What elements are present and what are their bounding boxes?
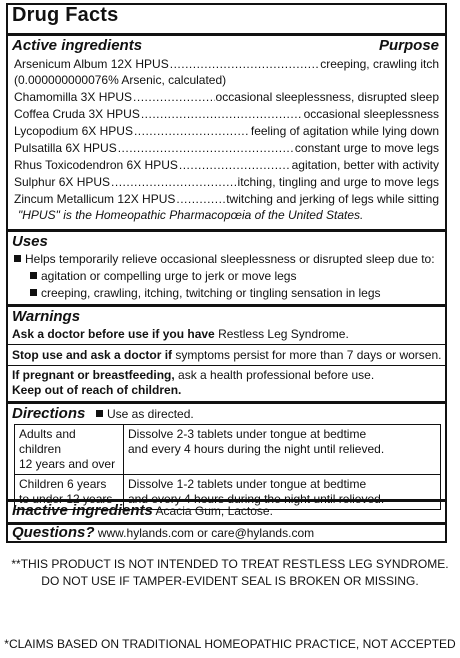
ingredient-purpose: feeling of agitation while lying down: [250, 124, 439, 138]
title-divider: [8, 33, 445, 36]
leader-dots: [134, 124, 250, 139]
ingredient-row: [14, 90, 439, 105]
questions-header: Questions?: [12, 524, 95, 541]
ingredient-purpose: constant urge to move legs: [294, 141, 439, 155]
ingredient-row: [14, 57, 439, 72]
seal-warning-line: DO NOT USE IF TAMPER-EVIDENT SEAL IS BROKEN OR MISSING.: [41, 574, 419, 588]
bullet-square-icon: [96, 410, 103, 417]
leader-dots: [176, 192, 225, 207]
directions-who-line: 12 years and over: [19, 457, 116, 471]
uses-main-text: Helps temporarily relieve occasional sleeplessness or disrupted sleep due to:: [25, 252, 435, 266]
bullet-square-icon: [30, 272, 37, 279]
ingredient-row: [14, 141, 439, 156]
ingredient-purpose: itching, tingling and urge to move legs: [237, 175, 439, 189]
ingredient-name: Coffea Cruda 3X HPUS: [14, 107, 140, 121]
uses-item-text: agitation or compelling urge to jerk or move legs: [41, 269, 297, 283]
directions-dose-line: Dissolve 2-3 tablets under tongue at bedtime: [128, 427, 367, 441]
warning-ask-text: Restless Leg Syndrome.: [214, 327, 349, 341]
ingredient-row: [14, 107, 439, 122]
directions-header: Directions: [12, 405, 86, 422]
ingredient-purpose: occasional sleeplessness, disrupted sleep: [215, 90, 439, 104]
uses-item: [30, 269, 296, 284]
directions-row: [15, 425, 441, 475]
ingredient-row: [14, 175, 439, 190]
warning-ask-doctor: [12, 327, 349, 342]
active-ingredients-header: Active ingredients: [12, 37, 143, 54]
ingredient-name: Zincum Metallicum 12X HPUS: [14, 192, 176, 206]
leader-dots: [111, 175, 236, 190]
uses-item-text: creeping, crawling, itching, twitching or tingling sensation in legs: [41, 286, 381, 300]
uses-header: Uses: [12, 233, 48, 250]
uses-main: [14, 252, 435, 267]
warning-stop-text: symptoms persist for more than 7 days or worsen.: [172, 348, 442, 362]
ingredient-purpose: occasional sleeplessness: [303, 107, 439, 121]
warning-divider: [8, 344, 445, 345]
ingredient-name: Rhus Toxicodendron 6X HPUS: [14, 158, 178, 172]
ingredient-name: Chamomilla 3X HPUS: [14, 90, 133, 104]
warning-stop-label: Stop use and ask a doctor if: [12, 348, 173, 362]
directions-intro: [96, 407, 194, 422]
ingredient-name: Arsenicum Album 12X HPUS: [14, 57, 169, 71]
bullet-square-icon: [30, 289, 37, 296]
ingredient-row: [14, 158, 439, 173]
inactive-header: Inactive ingredients: [12, 502, 153, 519]
directions-table: [14, 424, 441, 510]
drug-facts-title: Drug Facts: [12, 4, 119, 26]
ingredient-purpose: creeping, crawling itch: [320, 57, 439, 71]
leader-dots: [133, 90, 214, 105]
ingredient-purpose: agitation, better with activity: [291, 158, 439, 172]
warnings-divider: [8, 401, 445, 404]
directions-dose-line: and every 4 hours during the night until relieved.: [128, 442, 385, 456]
directions-intro-text: Use as directed.: [107, 407, 194, 421]
directions-who: [15, 425, 124, 475]
warning-pregnant-text: ask a health professional before use.: [174, 368, 375, 382]
warning-keep-out-of-reach: Keep out of reach of children.: [12, 383, 182, 397]
uses-divider: [8, 304, 445, 307]
questions-text: www.hylands.com or care@hylands.com: [94, 526, 315, 540]
questions: [12, 525, 314, 541]
directions-dose-line: Dissolve 1-2 tablets under tongue at bedtime: [128, 477, 367, 491]
warnings-header: Warnings: [12, 308, 81, 325]
claims-line: *CLAIMS BASED ON TRADITIONAL HOMEOPATHIC PRACTICE, NOT ACCEPTED: [4, 637, 456, 651]
purpose-header: Purpose: [378, 37, 439, 54]
warning-stop-use: [12, 348, 441, 363]
directions-who-line: Children 6 years: [19, 477, 107, 491]
ingredient-purpose: twitching and jerking of legs while sitting: [226, 192, 439, 206]
hpus-note: "HPUS" is the Homeopathic Pharmacopœia of the United States.: [18, 208, 364, 222]
directions-who-line: Adults and children: [19, 427, 76, 456]
warning-pregnant: [12, 368, 374, 383]
warning-pregnant-label: If pregnant or breastfeeding,: [12, 368, 175, 382]
uses-item: [30, 286, 381, 301]
ingredient-name: Pulsatilla 6X HPUS: [14, 141, 117, 155]
bullet-square-icon: [14, 255, 21, 262]
ingredient-row: [14, 192, 439, 207]
ingredient-name: Lycopodium 6X HPUS: [14, 124, 133, 138]
leader-dots: [141, 107, 303, 122]
leader-dots: [170, 57, 320, 72]
leader-dots: [118, 141, 294, 156]
disclaimer-line: **THIS PRODUCT IS NOT INTENDED TO TREAT RESTLESS LEG SYNDROME.: [11, 557, 449, 571]
inactive-text: Acacia Gum, Lactose.: [152, 504, 273, 518]
leader-dots: [179, 158, 291, 173]
ingredient-note-row: [14, 73, 439, 88]
warning-divider: [8, 365, 445, 366]
inactive-ingredients: [12, 503, 273, 519]
directions-dose: [124, 425, 441, 475]
warning-ask-label: Ask a doctor before use if you have: [12, 327, 215, 341]
ingredient-name: (0.000000000076% Arsenic, calculated): [14, 73, 227, 87]
drug-facts-panel: [6, 3, 447, 543]
active-divider: [8, 229, 445, 232]
ingredient-name: Sulphur 6X HPUS: [14, 175, 111, 189]
ingredient-row: [14, 124, 439, 139]
